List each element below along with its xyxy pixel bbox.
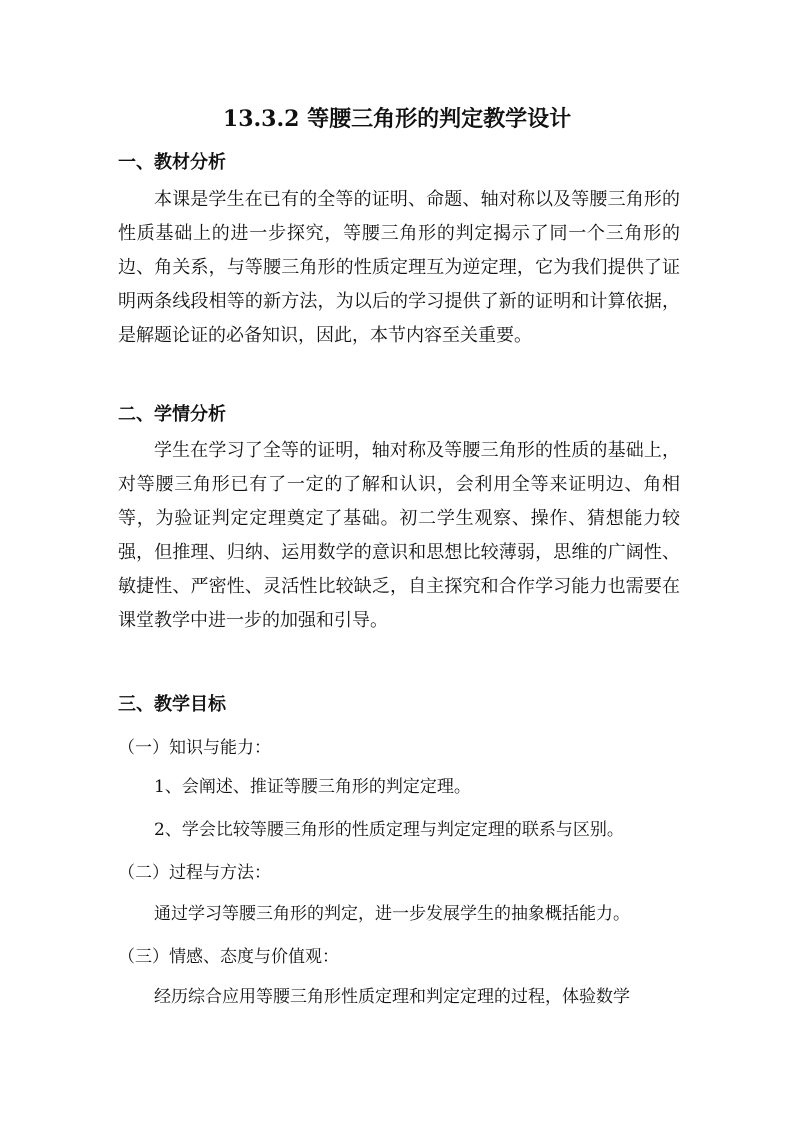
goal-knowledge-label: （一）知识与能力： bbox=[118, 738, 271, 758]
section-heading-textbook-analysis: 一、教材分析 bbox=[118, 152, 226, 173]
goal-process-label: （二）过程与方法： bbox=[118, 863, 271, 883]
goal-emotion-item: 经历综合应用等腰三角形性质定理和判定定理的过程，体验数学 bbox=[154, 987, 630, 1007]
section-heading-teaching-goals: 三、教学目标 bbox=[118, 694, 226, 715]
section-heading-student-analysis: 二、学情分析 bbox=[118, 404, 226, 425]
document-title: 13.3.2 等腰三角形的判定教学设计 bbox=[222, 106, 572, 132]
goal-process-item: 通过学习等腰三角形的判定，进一步发展学生的抽象概括能力。 bbox=[154, 904, 630, 924]
goal-knowledge-item-1: 1、会阐述、推证等腰三角形的判定定理。 bbox=[154, 777, 471, 797]
textbook-analysis-paragraph: 本课是学生在已有的全等的证明、命题、轴对称以及等腰三角形的性质基础上的进一步探究，等腰三角形的判定揭示了同一个三角形的边、角关系，与等腰三角形的性质定理互为逆定理，它为我们提供了证明两条线段相等的新方法，为以后的学习提供了新的证明和计算依据，是解题论证的必备知识，因此，本节内容至关重要。 bbox=[118, 189, 680, 346]
goal-knowledge-item-2: 2、学会比较等腰三角形的性质定理与判定定理的联系与区别。 bbox=[154, 820, 624, 840]
student-analysis-paragraph: 学生在学习了全等的证明，轴对称及等腰三角形的性质的基础上，对等腰三角形已有了一定的了解和认识，会利用全等来证明边、角相等，为验证判定定理奠定了基础。初二学生观察、操作、猜想能力较强，但推理、归纳、运用数学的意识和思想比较薄弱，思维的广阔性、敏捷性、严密性、灵活性比较缺乏，自主探究和合作学习能力也需要在课堂教学中进一步的加强和引导。 bbox=[118, 440, 680, 631]
goal-emotion-label: （三）情感、态度与价值观： bbox=[118, 947, 339, 967]
